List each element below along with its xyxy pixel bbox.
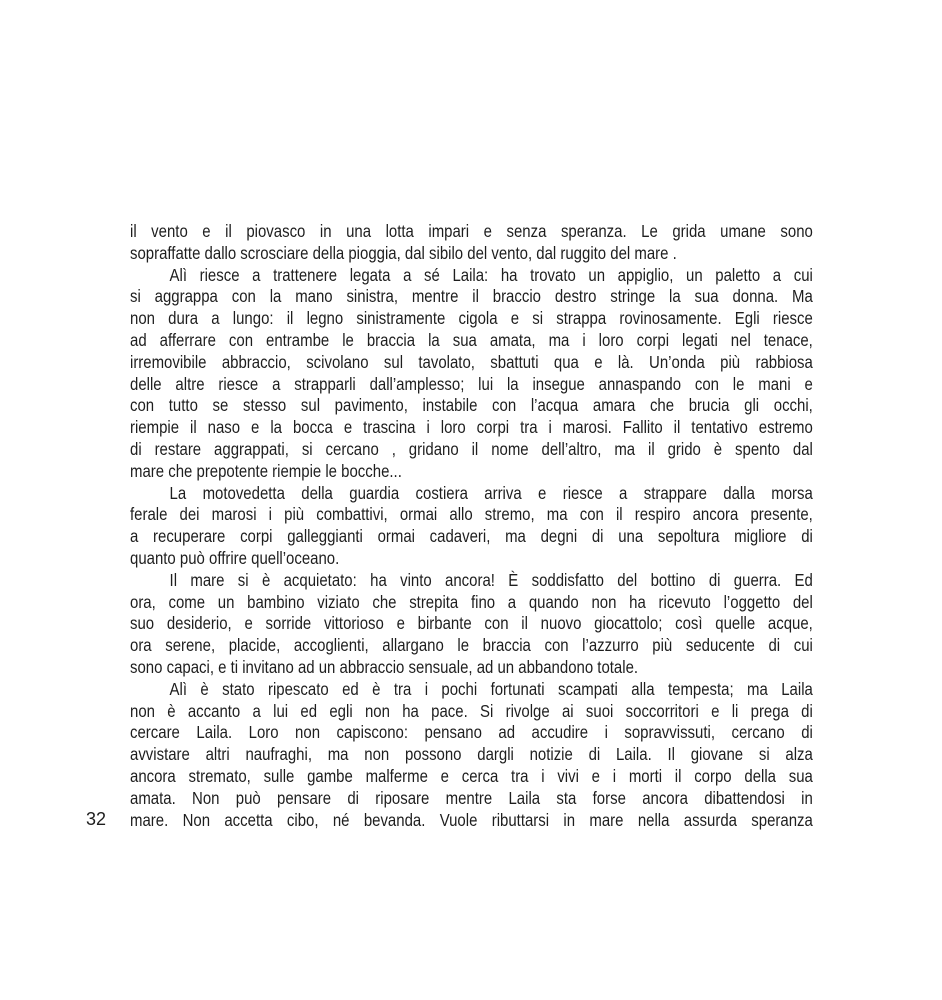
text-line-content: mare che prepotente riempie le bocche...	[130, 460, 402, 481]
text-line	[130, 483, 813, 505]
text-line	[130, 526, 813, 548]
text-line-content: riempie il naso e la bocca e trascina i loro corpi tra i marosi. Fallito il tentativo estremo	[130, 417, 813, 438]
text-line	[130, 286, 813, 308]
text-line	[130, 439, 813, 461]
text-line	[130, 417, 813, 439]
text-line-content: si aggrappa con la mano sinistra, mentre il braccio destro stringe la sua donna. Ma	[130, 286, 813, 307]
text-line	[130, 570, 813, 592]
body-text	[130, 221, 813, 831]
text-line-content: La motovedetta della guardia costiera arriva e riesce a strappare dalla morsa	[169, 482, 813, 503]
text-line-content: ad afferrare con entrambe le braccia la sua amata, ma i loro corpi legati nel tenace,	[130, 329, 813, 350]
text-line	[130, 243, 813, 265]
text-line-content: Alì è stato ripescato ed è tra i pochi fortunati scampati alla tempesta; ma Laila	[169, 678, 813, 699]
text-line-content: di restare aggrappati, si cercano , gridano il nome dell’altro, ma il grido è spento dal	[130, 438, 813, 459]
text-line	[130, 308, 813, 330]
text-line	[130, 810, 813, 832]
text-line	[130, 722, 813, 744]
text-line-content: a recuperare corpi galleggianti ormai cadaveri, ma degni di una sepoltura migliore di	[130, 526, 813, 547]
text-line-content: suo desiderio, e sorride vittorioso e birbante con il nuovo giocattolo; così quelle acque,	[130, 613, 813, 634]
text-line-content: quanto può offrire quell’oceano.	[130, 547, 340, 568]
text-line-content: non dura a lungo: il legno sinistramente cigola e si strappa rovinosamente. Egli riesce	[130, 308, 813, 329]
text-line-content: mare. Non accetta cibo, né bevanda. Vuole ributtarsi in mare nella assurda speranza	[130, 809, 813, 830]
text-line-content: amata. Non può pensare di riposare mentre Laila sta forse ancora dibattendosi in	[130, 787, 813, 808]
page-number: 32	[86, 809, 107, 829]
text-line-content: cercare Laila. Loro non capiscono: pensano ad accudire i sopravvissuti, cercano di	[130, 722, 813, 743]
text-line	[130, 592, 813, 614]
text-line-content: irremovibile abbraccio, scivolano sul tavolato, sbattuti qua e là. Un’onda più rabbiosa	[130, 351, 813, 372]
text-line	[130, 374, 813, 396]
text-line	[130, 504, 813, 526]
text-line	[130, 701, 813, 723]
text-line-content: non è accanto a lui ed egli non ha pace. Si rivolge ai suoi soccorritori e li prega di	[130, 700, 813, 721]
text-line-content: Alì riesce a trattenere legata a sé Laila: ha trovato un appiglio, un paletto a cui	[169, 264, 813, 285]
text-line-content: il vento e il piovasco in una lotta impari e senza speranza. Le grida umane sono	[130, 221, 813, 241]
text-line	[130, 461, 813, 483]
text-line-content: avvistare altri naufraghi, ma non possono dargli notizie di Laila. Il giovane si alza	[130, 744, 813, 765]
text-line-content: sono capaci, e ti invitano ad un abbraccio sensuale, ad un abbandono totale.	[130, 656, 639, 677]
text-line	[130, 548, 813, 570]
text-line	[130, 265, 813, 287]
text-line-content: Il mare si è acquietato: ha vinto ancora! È soddisfatto del bottino di guerra. Ed	[169, 569, 813, 590]
text-line	[130, 352, 813, 374]
text-line	[130, 788, 813, 810]
text-line-content: delle altre riesce a strapparli dall’amplesso; lui la insegue annaspando con le mani e	[130, 373, 813, 394]
text-line	[130, 766, 813, 788]
text-line-content: ora serene, placide, accoglienti, allargano le braccia con l’azzurro più seducente di cui	[130, 635, 813, 656]
text-line-content: con tutto se stesso sul pavimento, instabile con l’acqua amara che brucia gli occhi,	[130, 395, 813, 416]
text-line	[130, 395, 813, 417]
text-line	[130, 635, 813, 657]
text-line-content: ora, come un bambino viziato che strepita fino a quando non ha ricevuto l’oggetto del	[130, 591, 813, 612]
text-line	[130, 221, 813, 243]
text-line-content: ferale dei marosi i più combattivi, ormai allo stremo, ma con il respiro ancora presente,	[130, 504, 813, 525]
text-line-content: sopraffatte dallo scrosciare della pioggia, dal sibilo del vento, dal ruggito del mare .	[130, 242, 677, 263]
text-line-content: ancora stremato, sulle gambe malferme e cerca tra i vivi e i morti il corpo della sua	[130, 765, 813, 786]
text-line	[130, 613, 813, 635]
text-line	[130, 679, 813, 701]
text-line	[130, 330, 813, 352]
text-line	[130, 744, 813, 766]
text-line	[130, 657, 813, 679]
